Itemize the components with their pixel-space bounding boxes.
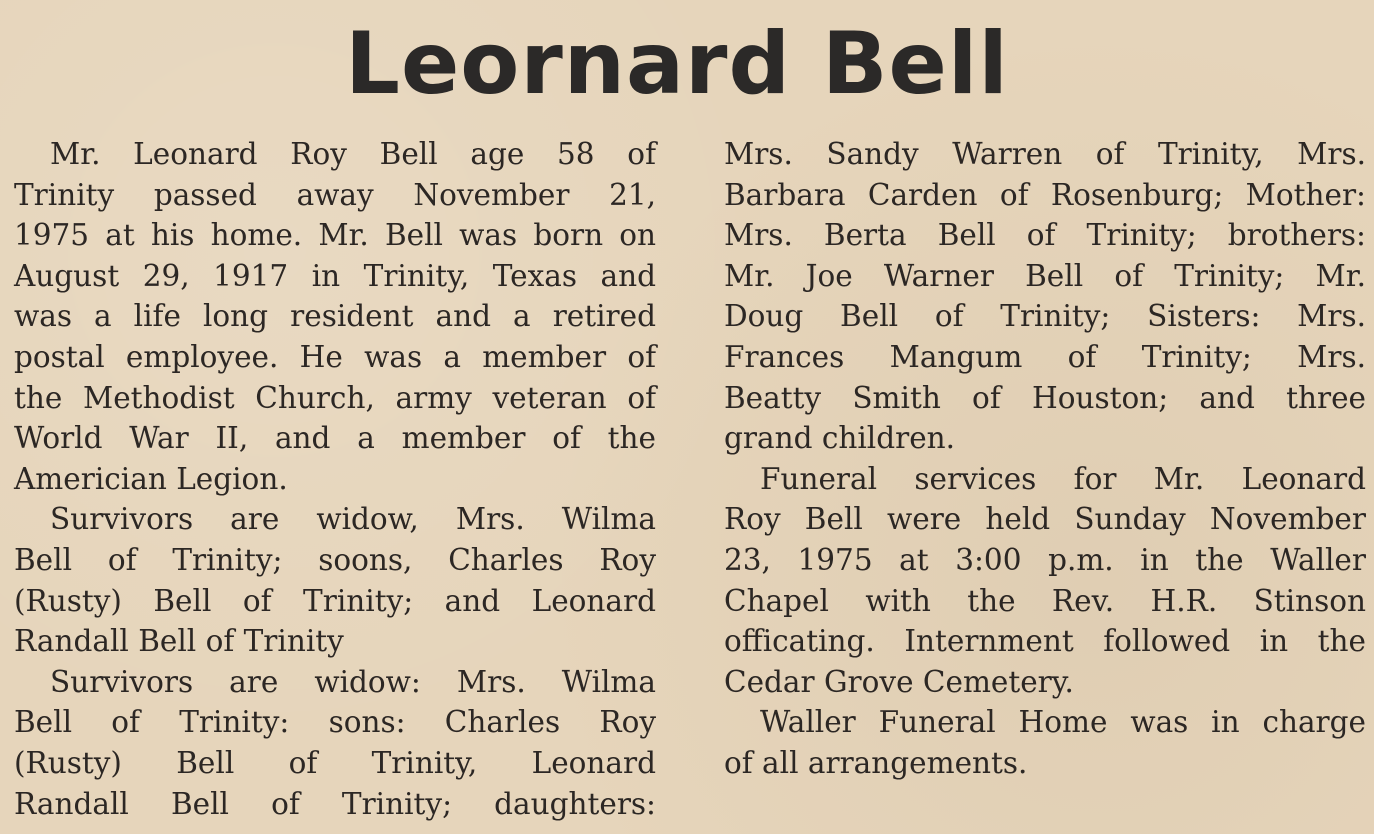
text-line: Beatty Smith of Houston; and three [724, 380, 1366, 415]
text-line: Bell of Trinity; soons, Charles Roy [14, 542, 656, 577]
text-line: Barbara Carden of Rosenburg; Mother: [724, 177, 1366, 212]
text-line: (Rusty) Bell of Trinity; and Leonard [14, 583, 656, 618]
text-line: 23, 1975 at 3:00 p.m. in the Waller [724, 542, 1366, 577]
text-line: Waller Funeral Home was in charge [760, 705, 1366, 740]
text-line: the Methodist Church, army veteran of [14, 380, 656, 415]
text-line: Randall Bell of Trinity; daughters: [14, 786, 656, 821]
text-line: Doug Bell of Trinity; Sisters: Mrs. [724, 299, 1366, 334]
text-line: of all arrangements. [724, 745, 1028, 780]
text-line: Survivors are widow, Mrs. Wilma [50, 502, 656, 537]
text-line: Americian Legion. [14, 461, 288, 496]
text-line: Randall Bell of Trinity [14, 624, 344, 659]
text-line: officating. Internment followed in the [724, 624, 1366, 659]
text-line: Mrs. Sandy Warren of Trinity, Mrs. [724, 137, 1366, 171]
text-line: August 29, 1917 in Trinity, Texas and [14, 258, 656, 293]
text-line: Survivors are widow: Mrs. Wilma [50, 664, 656, 699]
text-line: Mr. Leonard Roy Bell age 58 of [50, 137, 656, 171]
text-line: (Rusty) Bell of Trinity, Leonard [14, 745, 656, 780]
text-line: grand children. [724, 421, 956, 456]
text-line: World War II, and a member of the [14, 421, 656, 456]
text-line: Bell of Trinity: sons: Charles Roy [14, 705, 656, 740]
text-line: 1975 at his home. Mr. Bell was born on [14, 218, 656, 253]
headline: Leornard Bell [345, 14, 1009, 114]
article-column-right [724, 134, 1366, 784]
text-line: Chapel with the Rev. H.R. Stinson [724, 583, 1366, 618]
text-line: Mrs. Berta Bell of Trinity; brothers: [724, 218, 1366, 253]
text-line: Cedar Grove Cemetery. [724, 664, 1074, 699]
text-line: was a life long resident and a retired [14, 299, 656, 334]
text-line: Trinity passed away November 21, [14, 177, 656, 212]
text-line: Mr. Joe Warner Bell of Trinity; Mr. [724, 258, 1366, 293]
article-column-left [14, 134, 656, 824]
text-line: Roy Bell were held Sunday November [724, 502, 1366, 537]
text-line: Funeral services for Mr. Leonard [760, 461, 1366, 496]
text-line: postal employee. He was a member of [14, 339, 656, 374]
text-line: Frances Mangum of Trinity; Mrs. [724, 339, 1366, 374]
